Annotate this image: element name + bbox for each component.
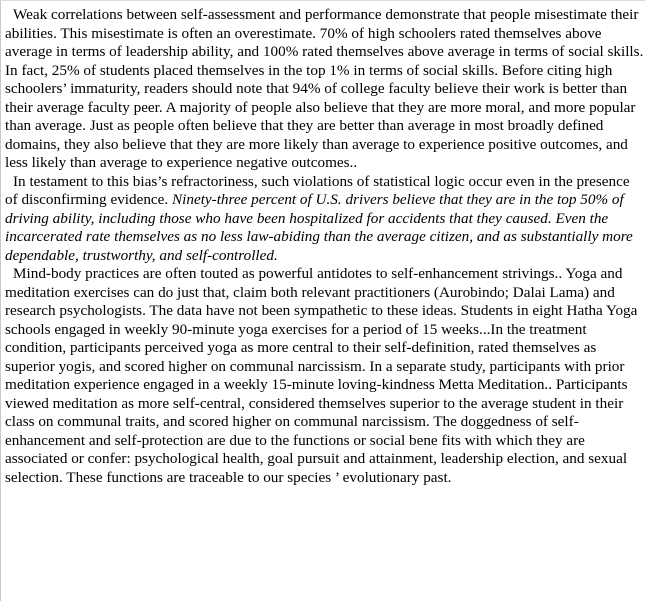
paragraph-text: In testament to this bias’s refractoriness, such violations of statistical logic occur even in the presence of disconfirming evidence.	[5, 172, 630, 208]
document-body	[5, 6, 644, 487]
paragraph-mind-body-practices	[5, 265, 644, 487]
paragraph-bias-refractoriness	[5, 173, 644, 266]
paragraph-italic-text: Ninety-three percent of U.S. drivers believe that they are in the top 50% of driving ability, including those who have been hospitalized for accidents that they caused. Even the incarcerated rate themselves as no less law-abiding than the average citizen, and as substantially more dependable, trustworthy, and self-controlled.	[5, 191, 633, 264]
paragraph-text: Weak correlations between self-assessment and performance demonstrate that people misestimate their abilities. This misestimate is often an overestimate. 70% of high schoolers rated themselves above average in terms of leadership ability, and 100% rated themselves above average in terms of social skills. In fact, 25% of students placed themselves in the top 1% in terms of social skills. Before citing high schoolers’ immaturity, readers should note that 94% of college faculty believe their work is better than their average faculty peer. A majority of people also believe that they are more moral, and more popular than average. Just as people often believe that they are better than average in most broadly defined domains, they also believe that they are more likely than average to experience positive outcomes, and less likely than average to experience negative outcomes..	[5, 6, 644, 171]
paragraph-text: Mind-body practices are often touted as powerful antidotes to self-enhancement strivings.. Yoga and meditation exercises can do just that, claim both relevant practitioners (Aurobindo; Dalai Lama) and research psychologists. The data have not been sympathetic to these ideas. Students in eight Hatha Yoga schools engaged in weekly 90-minute yoga exercises for a period of 15 weeks...In the treatment condition, participants perceived yoga as more central to their self-definition, rated themselves as superior yogis, and scored higher on communal narcissism. In a separate study, participants with prior meditation experience engaged in a weekly 15-minute loving-kindness Metta Meditation.. Participants viewed meditation as more self-central, considered themselves superior to the average student in their class on communal traits, and scored higher on communal narcissism. The doggedness of self-enhancement and self-protection are due to the functions or social bene fits with which they are associated or confer: psychological health, goal pursuit and attainment, leadership election, and sexual selection. These functions are traceable to our species ’ evolutionary past.	[5, 265, 638, 486]
paragraph-self-assessment	[5, 6, 644, 173]
